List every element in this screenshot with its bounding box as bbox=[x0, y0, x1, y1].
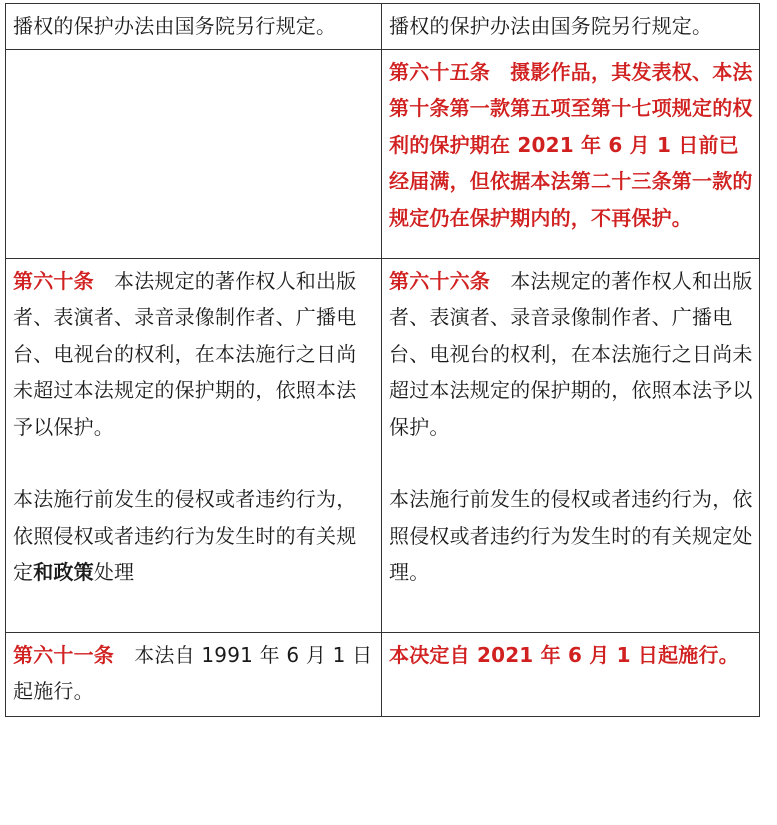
article-paragraph: 本法施行前发生的侵权或者违约行为，依照侵权或者违约行为发生时的有关规定处理。 bbox=[389, 487, 753, 584]
old-law-cell-empty bbox=[6, 49, 382, 258]
table-row bbox=[6, 4, 760, 50]
table-row bbox=[6, 632, 760, 716]
bold-phrase: 和政策 bbox=[33, 560, 94, 584]
article-number: 第六十一条 bbox=[13, 642, 114, 667]
paragraph-spacer bbox=[389, 445, 753, 481]
old-law-cell bbox=[6, 258, 382, 632]
paragraph-spacer bbox=[13, 445, 375, 481]
effective-date-text: 本决定自 2021 年 6 月 1 日起施行。 bbox=[389, 642, 739, 667]
cell-text: 播权的保护办法由国务院另行规定。 bbox=[13, 14, 337, 38]
new-law-cell bbox=[382, 632, 760, 716]
cell-text: 播权的保护办法由国务院另行规定。 bbox=[389, 14, 713, 38]
table-row bbox=[6, 258, 760, 632]
old-law-cell bbox=[6, 632, 382, 716]
article-paragraph: 本法施行前发生的侵权或者违约行为，依照侵权或者违约行为发生时的有关规定 bbox=[13, 487, 357, 584]
comparison-table bbox=[5, 3, 760, 717]
table-row bbox=[6, 49, 760, 258]
article-paragraph: 本法规定的著作权人和出版者、表演者、录音录像制作者、广播电台、电视台的权利，在本法施行之日尚未超过本法规定的保护期的，依照本法予以保护。 bbox=[13, 268, 357, 439]
article-paragraph-end: 处理 bbox=[93, 560, 135, 584]
new-law-cell bbox=[382, 49, 760, 258]
article-number: 第六十六条 bbox=[389, 268, 490, 293]
article-paragraph: 本法自 1991 年 6 月 1 日起施行。 bbox=[13, 642, 373, 703]
new-law-cell bbox=[382, 258, 760, 632]
article-number: 第六十条 bbox=[13, 268, 94, 293]
article-paragraph: 本法规定的著作权人和出版者、表演者、录音录像制作者、广播电台、电视台的权利，在本法施行之日尚未超过本法规定的保护期的，依照本法予以保护。 bbox=[389, 268, 753, 439]
old-law-cell bbox=[6, 4, 382, 50]
new-law-cell bbox=[382, 4, 760, 50]
article-65-text: 第六十五条 摄影作品，其发表权、本法第十条第一款第五项至第十七项规定的权利的保护期在 2021 年 6 月 1 日前已经届满，但依据本法第二十三条第一款的规定仍在保护期内的，不再保护。 bbox=[389, 59, 753, 230]
